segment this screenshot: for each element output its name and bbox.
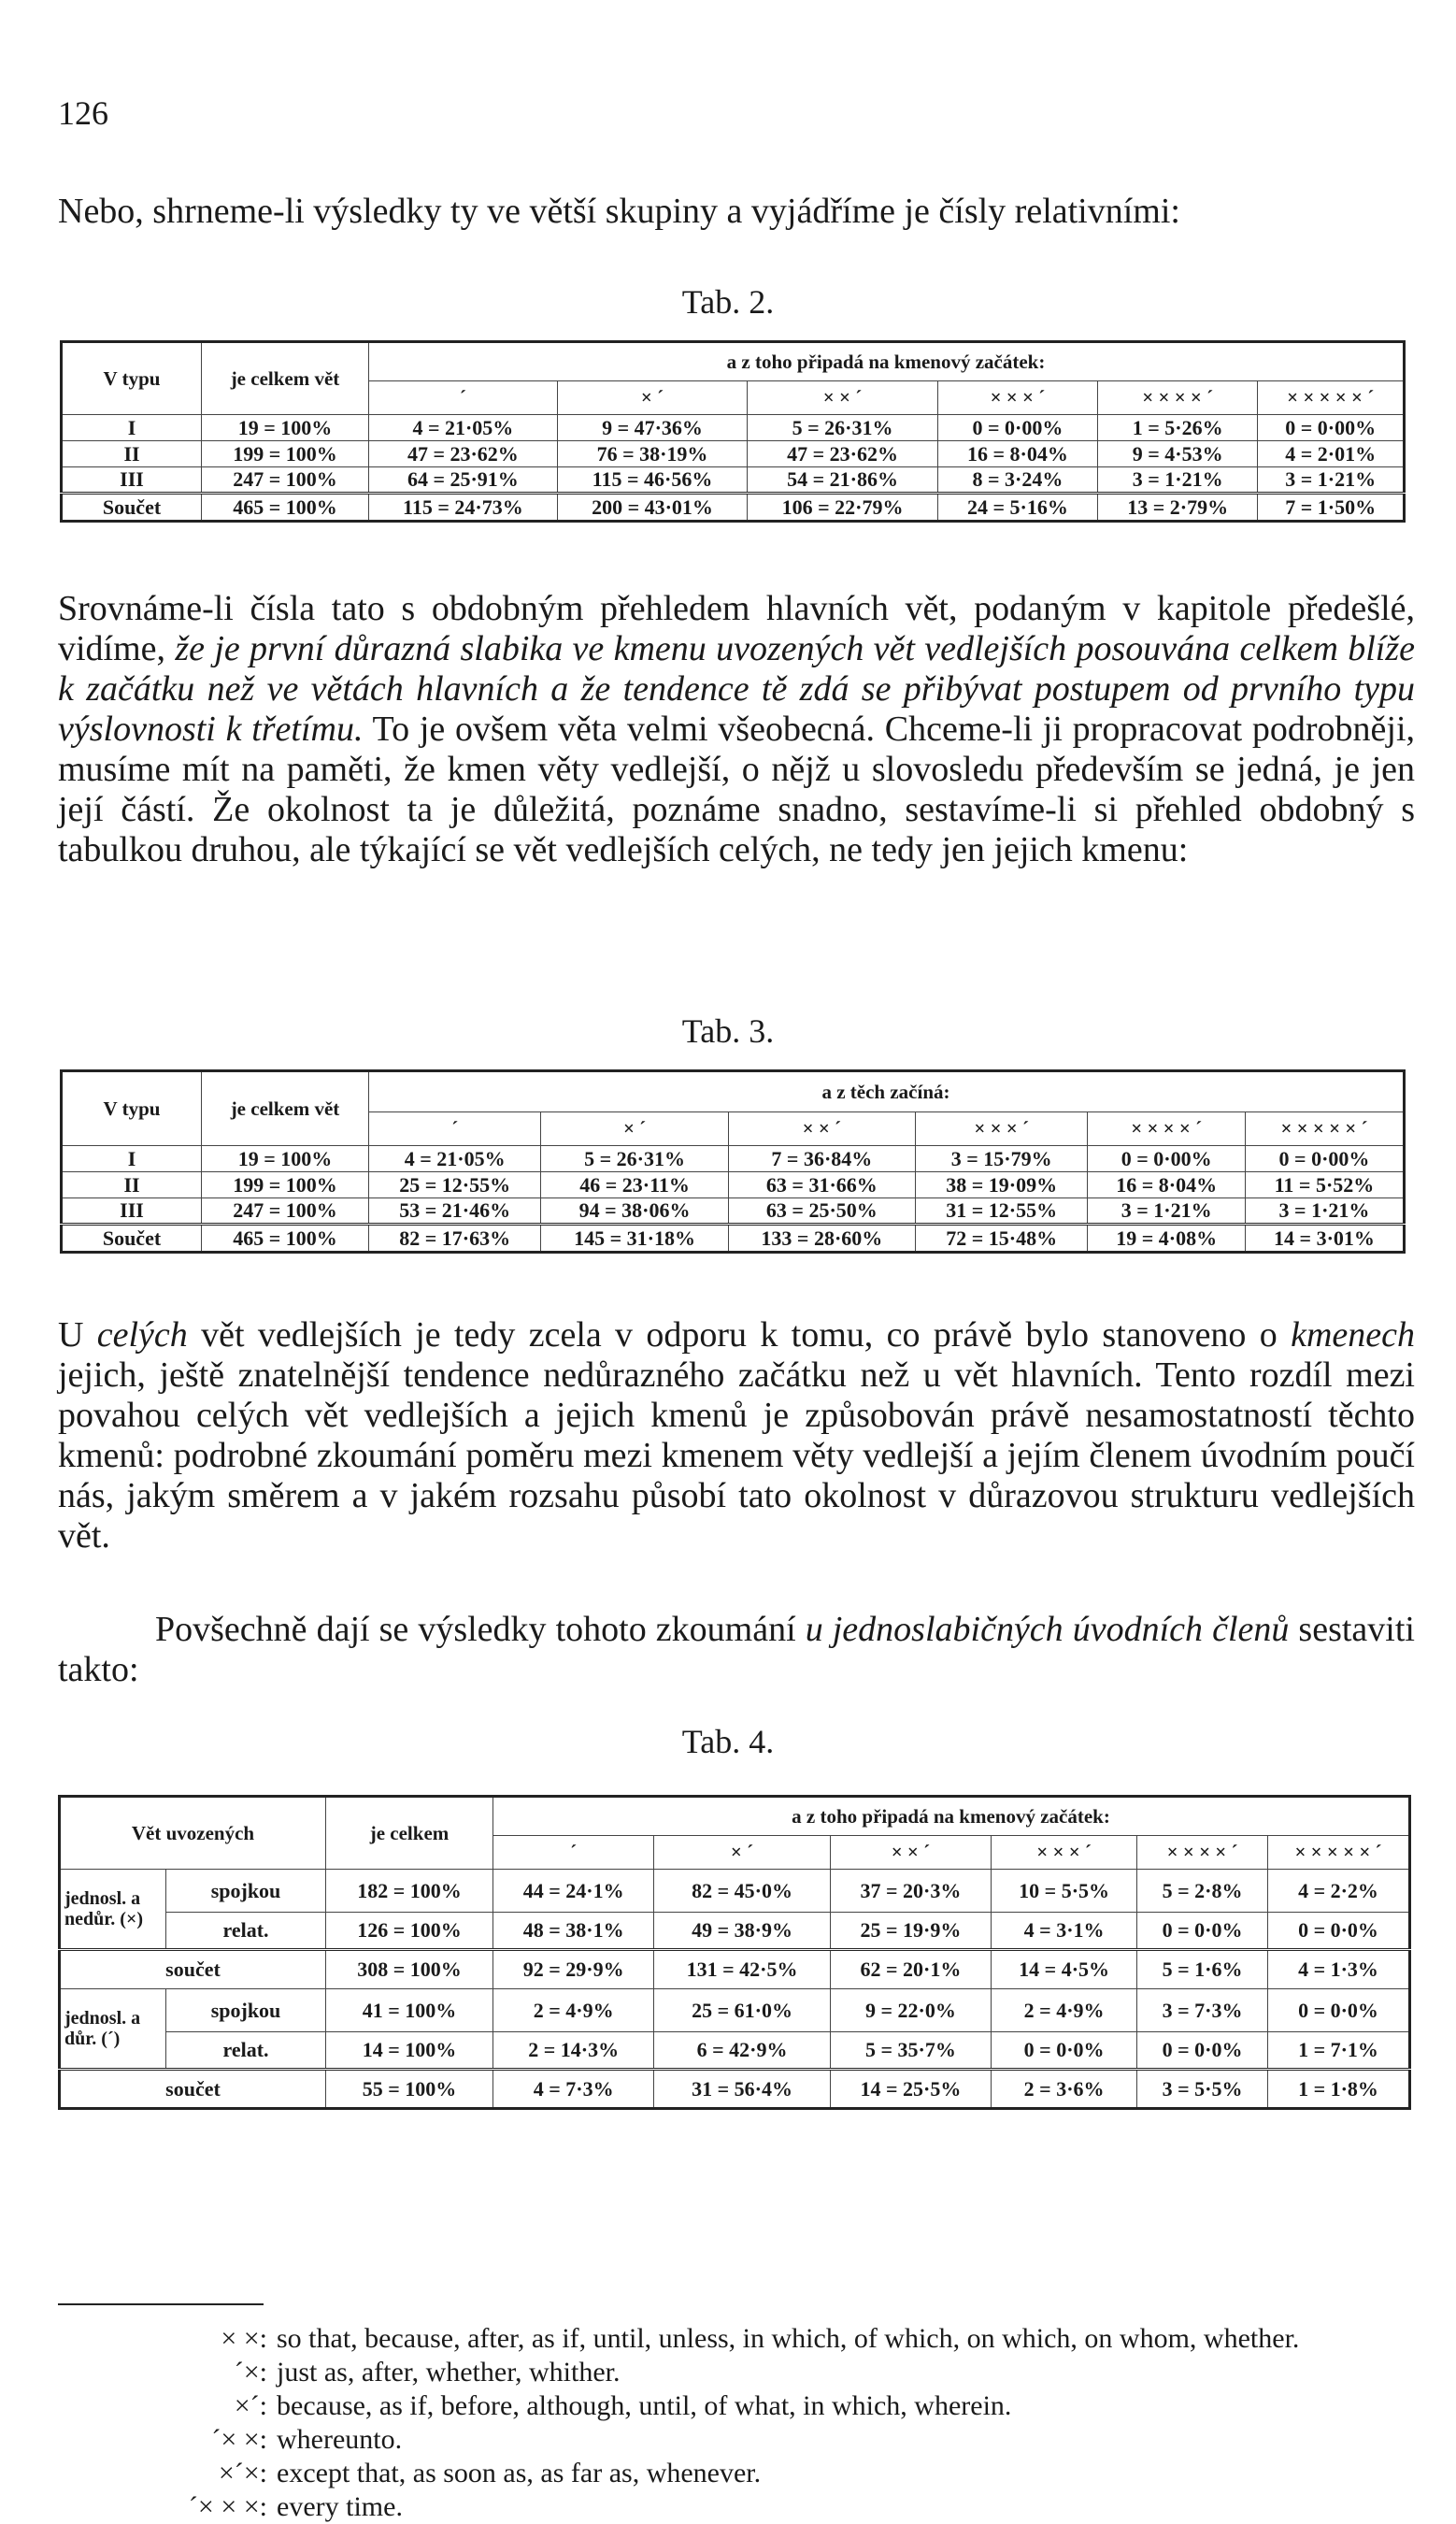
table-3-head-type: V typu: [62, 1071, 202, 1146]
cell: 44 = 24·1%: [493, 1870, 654, 1913]
table-2-col: × × × × × ˊ: [1258, 381, 1405, 415]
table-3-col: × × × ˊ: [915, 1112, 1087, 1146]
cell: 47 = 23·62%: [748, 441, 938, 467]
cell: 54 = 21·86%: [748, 467, 938, 494]
cell: 0 = 0·0%: [992, 2032, 1137, 2070]
row-total: 247 = 100%: [202, 467, 369, 494]
table-4-col: × × × × ˊ: [1137, 1836, 1268, 1870]
cell: 2 = 3·6%: [992, 2070, 1137, 2109]
cell: 1 = 5·26%: [1098, 415, 1258, 441]
cell: 64 = 25·91%: [369, 467, 558, 494]
row-total: 14 = 100%: [326, 2032, 493, 2070]
cell: 31 = 12·55%: [915, 1198, 1087, 1225]
legend-text: whereunto.: [277, 2424, 403, 2455]
table-3-col: × × ˊ: [728, 1112, 915, 1146]
table-4-col: × ˊ: [654, 1836, 831, 1870]
sum-total: 308 = 100%: [326, 1950, 493, 1989]
table-sum-row: [60, 1950, 1410, 1989]
table-4-head-total: je celkem: [326, 1797, 493, 1870]
legend-item: [140, 2389, 1299, 2423]
table-4-col: × × × ˊ: [992, 1836, 1137, 1870]
cell: 4 = 21·05%: [369, 415, 558, 441]
cell: 5 = 26·31%: [541, 1146, 728, 1172]
text-run: jejich, ještě znatelnější tendence nedůrazného začátku než u vět hlavních. Tento rozdíl mezi povahou celých vět vedlejších a jejich kmenů je způsobován právě nesamostatností těchto kmenů: podrobné zkoumání poměru mezi kmenem věty vedlejší a jejím členem úvodním poučí nás, jakým směrem a v jakém rozsahu působí tato okolnost v důrazovou strukturu vedlejších vět.: [58, 1355, 1415, 1556]
legend-symbol: ×ˊ:: [234, 2390, 267, 2421]
cell: 0 = 0·00%: [937, 415, 1097, 441]
cell: 38 = 19·09%: [915, 1172, 1087, 1198]
cell: 1 = 7·1%: [1268, 2032, 1410, 2070]
cell: 4 = 2·2%: [1268, 1870, 1410, 1913]
cell: 11 = 5·52%: [1245, 1172, 1404, 1198]
table-row: [62, 441, 1405, 467]
cell: 1 = 1·8%: [1268, 2070, 1410, 2109]
cell: 3 = 15·79%: [915, 1146, 1087, 1172]
cell: 14 = 3·01%: [1245, 1225, 1404, 1253]
cell: 0 = 0·0%: [1137, 2032, 1268, 2070]
table-2: [60, 340, 1406, 523]
cell: 9 = 4·53%: [1098, 441, 1258, 467]
cell: 72 = 15·48%: [915, 1225, 1087, 1253]
cell: 82 = 45·0%: [654, 1870, 831, 1913]
text-run: sestaviti takto:: [58, 1610, 1415, 1689]
cell: 0 = 0·0%: [1268, 1989, 1410, 2032]
table-3-col: × ˊ: [541, 1112, 728, 1146]
cell: 2 = 4·9%: [493, 1989, 654, 2032]
sum-total: 465 = 100%: [202, 1225, 369, 1253]
sum-label: Součet: [62, 494, 202, 522]
cell: 47 = 23·62%: [369, 441, 558, 467]
text-run: Srovnáme-li čísla tato s obdobným přehledem hlavních vět, podaným v kapitole předešlé, vidíme,: [58, 589, 1415, 668]
row-label: relat.: [166, 1913, 326, 1950]
row-label: III: [62, 467, 202, 494]
table-2-col: ˊ: [369, 381, 558, 415]
cell: 76 = 38·19%: [557, 441, 748, 467]
legend-item: [140, 2356, 1299, 2389]
text-run: vět vedlejších je tedy zcela v odporu k tomu, co právě bylo stanoveno o: [187, 1315, 1292, 1355]
row-label: spojkou: [166, 1870, 326, 1913]
cell: 3 = 1·21%: [1258, 467, 1405, 494]
legend-text: so that, because, after, as if, until, unless, in which, of which, on which, on whom, whether.: [277, 2323, 1300, 2354]
table-4-col: ˊ: [493, 1836, 654, 1870]
legend-symbol: ˊ× × ×:: [188, 2491, 267, 2522]
table-row: [60, 1870, 1410, 1913]
table-sum-row: [60, 2070, 1410, 2109]
table-2-col: × × ˊ: [748, 381, 938, 415]
table-row: [62, 467, 1405, 494]
cell: 7 = 36·84%: [728, 1146, 915, 1172]
cell: 106 = 22·79%: [748, 494, 938, 522]
table-3-head-group: a z těch začíná:: [369, 1071, 1405, 1112]
legend-item: [140, 2423, 1299, 2457]
group-label: jednosl. a důr. (ˊ): [60, 1989, 166, 2070]
cell: 2 = 14·3%: [493, 2032, 654, 2070]
legend-item: [140, 2457, 1299, 2490]
row-total: 41 = 100%: [326, 1989, 493, 2032]
legend-text: except that, as soon as, as far as, whenever.: [277, 2458, 762, 2488]
cell: 24 = 5·16%: [937, 494, 1097, 522]
row-label: I: [62, 415, 202, 441]
cell: 53 = 21·46%: [369, 1198, 541, 1225]
cell: 0 = 0·00%: [1088, 1146, 1246, 1172]
sum-label: součet: [60, 1950, 326, 1989]
cell: 14 = 4·5%: [992, 1950, 1137, 1989]
sum-label: Součet: [62, 1225, 202, 1253]
table-3-col: ˊ: [369, 1112, 541, 1146]
emphasis-text: kmenech: [1291, 1315, 1415, 1355]
sum-total: 465 = 100%: [202, 494, 369, 522]
cell: 4 = 21·05%: [369, 1146, 541, 1172]
table-2-col: × × × × ˊ: [1098, 381, 1258, 415]
table-row: [62, 1146, 1405, 1172]
paragraph-summary: [58, 1610, 1415, 1690]
cell: 16 = 8·04%: [937, 441, 1097, 467]
cell: 82 = 17·63%: [369, 1225, 541, 1253]
page-number: 126: [58, 94, 108, 132]
cell: 5 = 1·6%: [1137, 1950, 1268, 1989]
sum-label: součet: [60, 2070, 326, 2109]
row-label: spojkou: [166, 1989, 326, 2032]
table-2-head-group: a z toho připadá na kmenový začátek:: [369, 342, 1405, 381]
paragraph-comparison: [58, 589, 1415, 870]
cell: 14 = 25·5%: [830, 2070, 991, 2109]
cell: 0 = 0·00%: [1258, 415, 1405, 441]
table-2-col: × ˊ: [557, 381, 748, 415]
row-label: III: [62, 1198, 202, 1225]
paragraph-whole-clauses: [58, 1315, 1415, 1556]
table-row: [60, 1913, 1410, 1950]
footnote-legend: [140, 2322, 1299, 2524]
cell: 9 = 22·0%: [830, 1989, 991, 2032]
table-row: [60, 1989, 1410, 2032]
cell: 4 = 2·01%: [1258, 441, 1405, 467]
table-3: [60, 1069, 1406, 1254]
cell: 94 = 38·06%: [541, 1198, 728, 1225]
cell: 0 = 0·0%: [1268, 1913, 1410, 1950]
table-4-caption: Tab. 4.: [681, 1723, 775, 1760]
table-2-head-type: V typu: [62, 342, 202, 415]
legend-item: [140, 2490, 1299, 2524]
cell: 25 = 61·0%: [654, 1989, 831, 2032]
table-sum-row: [62, 494, 1405, 522]
cell: 145 = 31·18%: [541, 1225, 728, 1253]
legend-text: every time.: [277, 2491, 403, 2522]
cell: 3 = 5·5%: [1137, 2070, 1268, 2109]
cell: 200 = 43·01%: [557, 494, 748, 522]
table-2-caption: Tab. 2.: [681, 283, 775, 321]
text-run: U: [58, 1315, 97, 1355]
table-4-head-type: Vět uvozených: [60, 1797, 326, 1870]
cell: 31 = 56·4%: [654, 2070, 831, 2109]
row-total: 199 = 100%: [202, 441, 369, 467]
table-3-caption: Tab. 3.: [681, 1012, 775, 1050]
legend-text: because, as if, before, although, until, of what, in which, wherein.: [277, 2390, 1012, 2421]
table-2-col: × × × ˊ: [937, 381, 1097, 415]
table-3-head-total: je celkem vět: [202, 1071, 369, 1146]
table-3-col: × × × × ˊ: [1088, 1112, 1246, 1146]
row-total: 199 = 100%: [202, 1172, 369, 1198]
cell: 37 = 20·3%: [830, 1870, 991, 1913]
cell: 3 = 1·21%: [1088, 1198, 1246, 1225]
emphasis-text: celých: [96, 1315, 188, 1355]
cell: 7 = 1·50%: [1258, 494, 1405, 522]
cell: 13 = 2·79%: [1098, 494, 1258, 522]
cell: 3 = 1·21%: [1245, 1198, 1404, 1225]
row-label: II: [62, 1172, 202, 1198]
cell: 10 = 5·5%: [992, 1870, 1137, 1913]
cell: 5 = 35·7%: [830, 2032, 991, 2070]
cell: 0 = 0·0%: [1137, 1913, 1268, 1950]
cell: 19 = 4·08%: [1088, 1225, 1246, 1253]
row-label: II: [62, 441, 202, 467]
cell: 49 = 38·9%: [654, 1913, 831, 1950]
footnote-divider: [58, 2303, 264, 2305]
table-4-head-group: a z toho připadá na kmenový začátek:: [493, 1797, 1410, 1836]
cell: 3 = 1·21%: [1098, 467, 1258, 494]
text-run: To je ovšem věta velmi všeobecná. Chceme-li ji propracovat podrobněji, musíme mít na paměti, že kmen věty vedlejší, o nějž u slovosledu především se jedná, je jen její částí. Že okolnost ta je důležitá, poznáme snadno, sestavíme-li si přehled obdobný s tabulkou druhou, ale týkající se vět vedlejších celých, ne tedy jen jejich kmenu:: [58, 710, 1416, 869]
cell: 16 = 8·04%: [1088, 1172, 1246, 1198]
cell: 48 = 38·1%: [493, 1913, 654, 1950]
cell: 4 = 1·3%: [1268, 1950, 1410, 1989]
row-total: 182 = 100%: [326, 1870, 493, 1913]
row-total: 126 = 100%: [326, 1913, 493, 1950]
cell: 63 = 25·50%: [728, 1198, 915, 1225]
cell: 46 = 23·11%: [541, 1172, 728, 1198]
row-label: relat.: [166, 2032, 326, 2070]
cell: 5 = 26·31%: [748, 415, 938, 441]
cell: 115 = 46·56%: [557, 467, 748, 494]
cell: 63 = 31·66%: [728, 1172, 915, 1198]
emphasis-text: u jednoslabičných úvodních členů: [805, 1610, 1290, 1649]
cell: 92 = 29·9%: [493, 1950, 654, 1989]
cell: 6 = 42·9%: [654, 2032, 831, 2070]
cell: 4 = 3·1%: [992, 1913, 1137, 1950]
cell: 62 = 20·1%: [830, 1950, 991, 1989]
cell: 8 = 3·24%: [937, 467, 1097, 494]
table-3-col: × × × × × ˊ: [1245, 1112, 1404, 1146]
cell: 4 = 7·3%: [493, 2070, 654, 2109]
row-total: 19 = 100%: [202, 415, 369, 441]
cell: 3 = 7·3%: [1137, 1989, 1268, 2032]
legend-text: just as, after, whether, whither.: [277, 2357, 621, 2388]
legend-symbol: ˊ× ×:: [211, 2424, 267, 2455]
row-label: I: [62, 1146, 202, 1172]
cell: 133 = 28·60%: [728, 1225, 915, 1253]
cell: 131 = 42·5%: [654, 1950, 831, 1989]
cell: 2 = 4·9%: [992, 1989, 1137, 2032]
table-4: [58, 1795, 1411, 2110]
table-4-col: × × ˊ: [830, 1836, 991, 1870]
group-label: jednosl. a nedůr. (×): [60, 1870, 166, 1950]
paragraph-intro: Nebo, shrneme-li výsledky ty ve větší skupiny a vyjádříme je čísly relativními:: [58, 192, 1180, 231]
cell: 5 = 2·8%: [1137, 1870, 1268, 1913]
cell: 115 = 24·73%: [369, 494, 558, 522]
cell: 9 = 47·36%: [557, 415, 748, 441]
legend-item: [140, 2322, 1299, 2356]
table-row: [62, 1172, 1405, 1198]
table-row: [60, 2032, 1410, 2070]
row-total: 19 = 100%: [202, 1146, 369, 1172]
table-4-col: × × × × × ˊ: [1268, 1836, 1410, 1870]
cell: 0 = 0·00%: [1245, 1146, 1404, 1172]
table-row: [62, 1198, 1405, 1225]
row-total: 247 = 100%: [202, 1198, 369, 1225]
table-2-head-total: je celkem vět: [202, 342, 369, 415]
legend-symbol: ˊ×:: [234, 2357, 267, 2388]
cell: 25 = 12·55%: [369, 1172, 541, 1198]
emphasis-text: že je první důrazná slabika ve kmenu uvozených vět vedlejších posouvána celkem blíže k začátku než ve větách hlavních a že tendence tě zdá se přibývat postupem od prvního typu výslovnosti k třetímu.: [58, 629, 1415, 749]
text-run: Povšechně dají se výsledky tohoto zkoumání: [155, 1610, 806, 1649]
legend-symbol: × ×:: [221, 2323, 267, 2354]
table-sum-row: [62, 1225, 1405, 1253]
cell: 25 = 19·9%: [830, 1913, 991, 1950]
table-row: [62, 415, 1405, 441]
sum-total: 55 = 100%: [326, 2070, 493, 2109]
legend-symbol: ×ˊ×:: [218, 2458, 267, 2488]
